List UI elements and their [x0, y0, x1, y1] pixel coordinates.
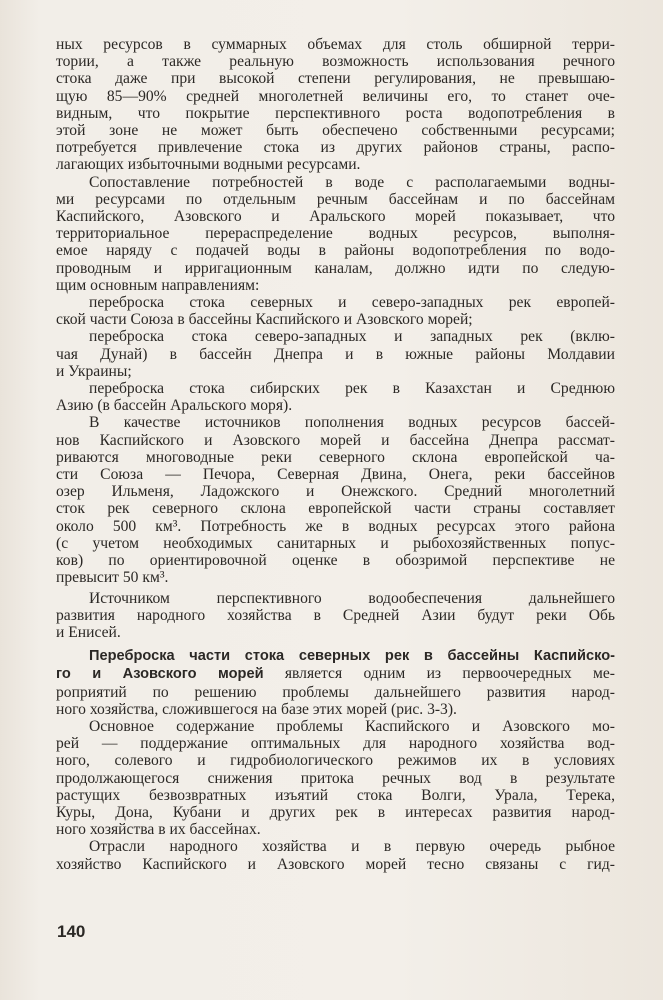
page-number: 140	[57, 922, 86, 941]
text-line: переброска стока северных и северо-западных рек европей-	[89, 294, 615, 312]
paragraph-8	[56, 647, 615, 718]
paragraph-5	[56, 380, 615, 414]
text-fragment: является одним из первоочередных ме-	[263, 665, 615, 683]
text-line: Источником перспективного водообеспечения дальнейшего	[89, 589, 615, 607]
paragraph-6	[56, 414, 615, 586]
page-text	[56, 36, 615, 873]
text-line: лагающих избыточными водными ресурсами.	[56, 156, 361, 174]
text-line: ного, солевого и гидробиологического режимов их в условиях	[56, 752, 615, 770]
bold-heading-text: го и Азовского морей	[56, 666, 264, 683]
text-line: и Енисей.	[56, 623, 121, 641]
text-line: тории, а также реальную возможность использования речного	[56, 53, 615, 71]
text-line: Сопоставление потребностей в воде с располагаемыми водны-	[89, 173, 615, 191]
text-line: около 500 км³. Потребность же в водных ресурсах этого района	[56, 517, 615, 535]
text-line: щую 85—90% средней многолетней величины его, то станет оче-	[56, 87, 615, 105]
paragraph-7	[56, 590, 615, 642]
text-line: этой зоне не может быть обеспечено собственными ресурсами;	[56, 122, 615, 140]
text-line: емое наряду с подачей воды в районы водопотребления по водо-	[56, 242, 615, 260]
text-line: В качестве источников пополнения водных ресурсов бассей-	[89, 414, 615, 432]
text-line: (с учетом необходимых санитарных и рыбохозяйственных попус-	[56, 534, 615, 552]
text-line: рей — поддержание оптимальных для народного хозяйства вод-	[56, 735, 615, 753]
paragraph-9	[56, 718, 615, 838]
text-line: Основное содержание проблемы Каспийского и Азовского мо-	[89, 717, 615, 735]
text-line: ного хозяйства, сложившегося на базе этих морей (рис. 3-3).	[56, 700, 457, 718]
text-line: видным, что покрытие перспективного роста водопотребления в	[56, 104, 615, 122]
text-line: Азию (в бассейн Аральского моря).	[56, 397, 293, 415]
text-line: проводным и ирригационным каналам, должно идти по следую-	[56, 259, 615, 277]
text-line: потребуется привлечение стока из других районов страны, распо-	[56, 139, 615, 157]
text-line: и Украины;	[56, 362, 132, 380]
paragraph-4	[56, 328, 615, 380]
text-line: сти Союза — Печора, Северная Двина, Онега, реки бассейнов	[56, 466, 615, 484]
text-line: ных ресурсов в суммарных объемах для столь обширной терри-	[56, 36, 615, 53]
text-line: Куры, Дона, Кубани и других рек в интересах развития народ-	[56, 803, 615, 821]
text-line: превысит 50 км³.	[56, 569, 169, 587]
text-line: нов Каспийского и Азовского морей и бассейна Днепра рассмат-	[56, 431, 615, 449]
text-line: Каспийского, Азовского и Аральского морей показывает, что	[56, 208, 615, 226]
text-line: роприятий по решению проблемы дальнейшего развития народ-	[56, 683, 615, 701]
text-line: Отрасли народного хозяйства и в первую очередь рыбное	[89, 838, 615, 856]
text-line: территориальное перераспределение водных ресурсов, выполня-	[56, 225, 615, 243]
paragraph-2	[56, 174, 615, 294]
text-line: сток рек северного склона европейской части страны составляет	[56, 500, 615, 518]
text-line: чая Дунай) в бассейн Днепра и в южные районы Молдавии	[56, 345, 615, 363]
text-line: стока даже при высокой степени регулирования, не превышаю-	[56, 70, 615, 88]
text-line: развития народного хозяйства в Средней Азии будут реки Обь	[56, 606, 615, 624]
text-line	[56, 665, 615, 683]
paragraph-3	[56, 294, 615, 328]
text-line: хозяйство Каспийского и Азовского морей тесно связаны с гид-	[56, 855, 615, 873]
bold-heading-text: Переброска части стока северных рек в бассейны Каспийско-	[89, 648, 615, 665]
text-line: продолжающегося снижения притока речных вод в результате	[56, 769, 615, 787]
text-line: переброска стока северо-западных и западных рек (вклю-	[89, 328, 615, 346]
paragraph-10	[56, 838, 615, 872]
paragraph-1	[56, 36, 615, 174]
text-line: ного хозяйства в их бассейнах.	[56, 821, 261, 839]
text-line: озер Ильменя, Ладожского и Онежского. Средний многолетний	[56, 483, 615, 501]
text-line	[56, 647, 615, 665]
text-line: ков) по ориентировочной оценке в обозримой перспективе не	[56, 552, 615, 570]
text-line: ской части Союза в бассейны Каспийского и Азовского морей;	[56, 311, 473, 329]
text-line: растущих безвозвратных изъятий стока Волги, Урала, Терека,	[56, 786, 615, 804]
text-line: ми ресурсами по отдельным речным бассейнам и по бассейнам	[56, 190, 615, 208]
text-line: щим основным направлениям:	[56, 276, 260, 294]
text-line: риваются многоводные реки северного склона европейской ча-	[56, 448, 615, 466]
text-line: переброска стока сибирских рек в Казахстан и Среднюю	[89, 380, 615, 398]
